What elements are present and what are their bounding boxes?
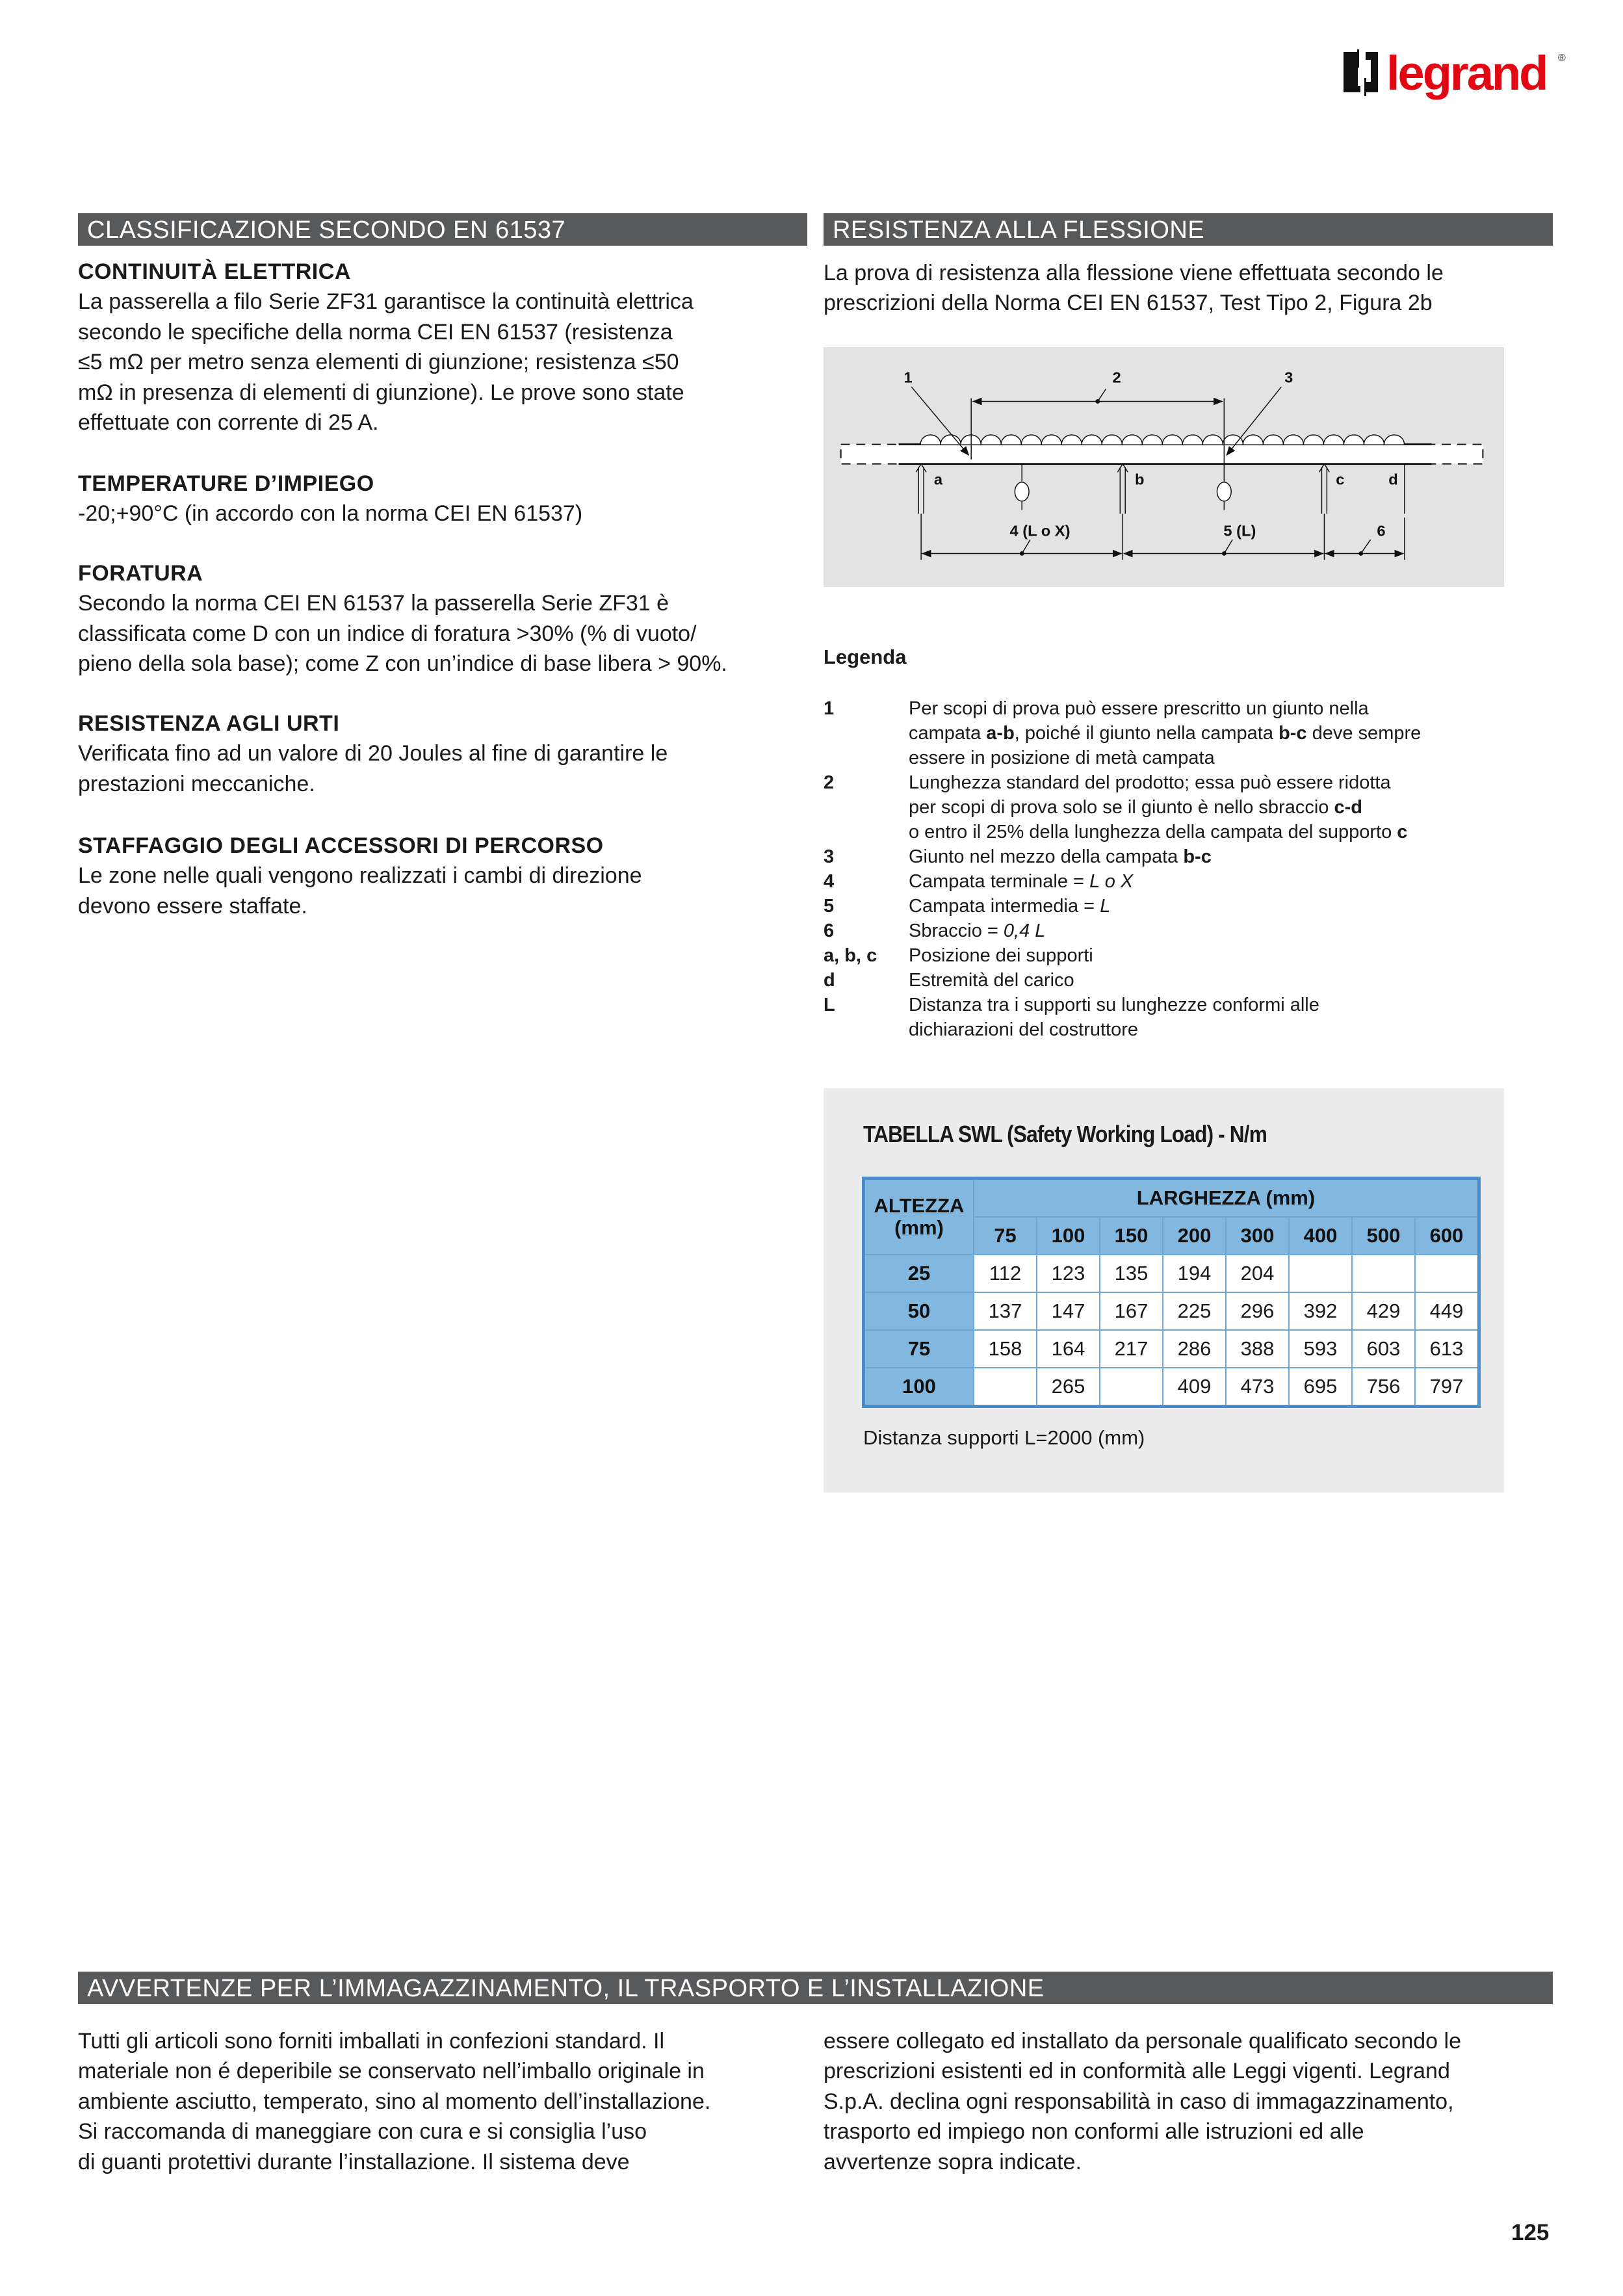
table-cell: 449 [1415, 1292, 1479, 1330]
section-title: CONTINUITÀ ELETTRICA [78, 259, 351, 284]
support-a [916, 464, 926, 514]
column-header: 100 [1037, 1217, 1100, 1255]
legend-text [909, 869, 1133, 894]
paragraph-line: di guanti protettivi durante l’installazione. Il sistema deve [78, 2149, 630, 2174]
row-header-cell: 25 [864, 1255, 974, 1292]
column-header: 300 [1226, 1217, 1289, 1255]
table-cell: 593 [1289, 1330, 1352, 1368]
legend-text [909, 894, 1110, 919]
legend-text-segment: , poiché il giunto nella campata [1014, 723, 1279, 744]
table-cell: 603 [1352, 1330, 1415, 1368]
section-text-line: prestazioni meccaniche. [78, 771, 315, 796]
row-header: ALTEZZA (mm) [864, 1179, 974, 1255]
table-row [864, 1255, 1479, 1292]
section-text-line: secondo le specifiche della norma CEI EN 61537 (resistenza [78, 319, 673, 345]
column-header: 150 [1100, 1217, 1163, 1255]
table-cell: 409 [1163, 1368, 1226, 1407]
legend-text-segment: b-c [1279, 723, 1307, 744]
section-3 [78, 709, 812, 799]
column-header: 500 [1352, 1217, 1415, 1255]
legend-row [824, 919, 1513, 943]
table-cell: 194 [1163, 1255, 1226, 1292]
paragraph-line: S.p.A. declina ogni responsabilità in caso di immagazzinamento, [824, 2089, 1454, 2114]
section-text-line: pieno della sola base); come Z con un’indice di base libera > 90%. [78, 651, 727, 677]
intro-line: La prova di resistenza alla flessione viene effettuata secondo le [824, 261, 1444, 285]
table-cell: 392 [1289, 1292, 1352, 1330]
legend-text-segment: Per scopi di prova può essere prescritto un giunto nella [909, 698, 1369, 719]
legend-row [824, 696, 1513, 721]
avvertenze-col-1 [78, 2026, 710, 2177]
column-header: 400 [1289, 1217, 1352, 1255]
support-c [1319, 464, 1330, 514]
section-header-avvertenze: AVVERTENZE PER L’IMMAGAZZINAMENTO, IL TRASPORTO E L’INSTALLAZIONE [78, 1972, 1553, 2004]
legend-text-segment: Sbraccio = [909, 920, 1004, 941]
svg-text:®: ® [1558, 53, 1566, 64]
table-cell: 164 [1037, 1330, 1100, 1368]
section-text-line: classificata come D con un indice di foratura >30% (% di vuoto/ [78, 621, 697, 646]
table-cell: 225 [1163, 1292, 1226, 1330]
section-0 [78, 257, 812, 437]
table-cell: 473 [1226, 1368, 1289, 1407]
legend-row [824, 869, 1513, 894]
column-header: 75 [974, 1217, 1037, 1255]
column-group-header: LARGHEZZA (mm) [974, 1179, 1479, 1218]
legend-key: 1 [824, 698, 835, 719]
label-span-4: 4 (L o X) [1009, 522, 1071, 540]
table-cell: 296 [1226, 1292, 1289, 1330]
table-cell: 147 [1037, 1292, 1100, 1330]
legend-text-segment: dichiarazioni del costruttore [909, 1019, 1139, 1040]
table-row [864, 1292, 1479, 1330]
legend-text-segment: Lunghezza standard del prodotto; essa può essere ridotta [909, 772, 1391, 793]
legend-text-segment: b-c [1183, 846, 1212, 867]
legend-text-segment: Posizione dei supporti [909, 945, 1093, 966]
section-text-line: Le zone nelle quali vengono realizzati i cambi di direzione [78, 863, 642, 889]
table-cell: 613 [1415, 1330, 1479, 1368]
legend-text-segment: per scopi di prova solo se il giunto è nello sbraccio [909, 797, 1334, 818]
legend-text-segment: L o X [1089, 871, 1134, 892]
table-cell [1415, 1255, 1479, 1292]
table-row [864, 1368, 1479, 1407]
legend-text-segment: deve sempre [1306, 723, 1422, 744]
label-span-6: 6 [1377, 522, 1386, 540]
legend-key: 4 [824, 871, 835, 892]
table-cell: 135 [1100, 1255, 1163, 1292]
legend-row [824, 770, 1513, 795]
legend-row [824, 721, 1513, 746]
legend-text [909, 943, 1093, 968]
section-text-line: Secondo la norma CEI EN 61537 la passerella Serie ZF31 è [78, 591, 669, 616]
section-1 [78, 469, 812, 529]
table-cell: 695 [1289, 1368, 1352, 1407]
flexion-test-diagram [824, 347, 1504, 587]
table-cell: 217 [1100, 1330, 1163, 1368]
distributed-load [920, 435, 1404, 445]
section-title: TEMPERATURE D’IMPIEGO [78, 471, 374, 496]
legend-row [824, 943, 1513, 968]
table-cell [1100, 1368, 1163, 1407]
label-a: a [933, 471, 943, 488]
table-cell: 123 [1037, 1255, 1100, 1292]
table-cell [1352, 1255, 1415, 1292]
table-cell: 388 [1226, 1330, 1289, 1368]
section-2 [78, 558, 812, 679]
table-cell: 756 [1352, 1368, 1415, 1407]
table-cell [1289, 1255, 1352, 1292]
paragraph-line: trasporto ed impiego non conformi alle istruzioni ed alle [824, 2119, 1364, 2145]
paragraph-line: materiale non é deperibile se conservato nell’imballo originale in [78, 2059, 705, 2084]
paragraph-line: avvertenze sopra indicate. [824, 2149, 1082, 2174]
legend-text-segment: Distanza tra i supporti su lunghezze conformi alle [909, 995, 1319, 1015]
table-cell: 797 [1415, 1368, 1479, 1407]
section-title: STAFFAGGIO DEGLI ACCESSORI DI PERCORSO [78, 833, 604, 858]
legend-text-segment: 0,4 L [1003, 920, 1046, 941]
legend-text [909, 721, 1421, 746]
legend-text [909, 919, 1045, 943]
table-cell: 137 [974, 1292, 1037, 1330]
legend-row [824, 820, 1513, 844]
legend-text [909, 770, 1391, 795]
swl-table-box [824, 1088, 1504, 1493]
section-text-line: -20;+90°C (in accordo con la norma CEI EN 61537) [78, 501, 583, 527]
legend-title: Legenda [824, 646, 907, 668]
paragraph-line: Tutti gli articoli sono forniti imballati in confezioni standard. Il [78, 2029, 665, 2054]
legend-text-segment: Giunto nel mezzo della campata [909, 846, 1184, 867]
section-header-classificazione: CLASSIFICAZIONE SECONDO EN 61537 [78, 213, 807, 246]
svg-text:legrand: legrand [1386, 46, 1547, 100]
swl-table [862, 1177, 1481, 1408]
label-d: d [1388, 471, 1398, 488]
legend-key: 6 [824, 920, 835, 941]
label-span-5: 5 (L) [1223, 522, 1256, 540]
paragraph-line: ambiente asciutto, temperato, sino al momento dell’installazione. [78, 2089, 711, 2114]
paragraph-line: essere collegato ed installato da personale qualificato secondo le [824, 2029, 1461, 2054]
label-b: b [1135, 471, 1145, 488]
legend-row [824, 746, 1513, 770]
table-cell: 429 [1352, 1292, 1415, 1330]
legend-row [824, 1017, 1513, 1042]
label-c: c [1336, 471, 1345, 488]
table-row [864, 1330, 1479, 1368]
legend-text-segment: c-d [1334, 797, 1362, 818]
legend-key: 3 [824, 846, 835, 867]
legend-text [909, 820, 1407, 844]
avvertenze-col-2 [824, 2026, 1461, 2177]
legend-text [909, 968, 1074, 993]
legend-text-segment: Campata terminale = [909, 871, 1090, 892]
swl-table-title: TABELLA SWL (Safety Working Load) - N/m [863, 1121, 1267, 1147]
row-header-cell: 100 [864, 1368, 974, 1407]
table-cell: 112 [974, 1255, 1037, 1292]
legend-list [824, 696, 1513, 1042]
table-cell: 265 [1037, 1368, 1100, 1407]
legend-text-segment: a-b [986, 723, 1015, 744]
section-title: FORATURA [78, 561, 203, 586]
table-cell: 286 [1163, 1330, 1226, 1368]
legend-row [824, 894, 1513, 919]
legend-text [909, 696, 1369, 721]
swl-table-note: Distanza supporti L=2000 (mm) [863, 1426, 1145, 1449]
section-4 [78, 831, 812, 921]
section-text-line: effettuate con corrente di 25 A. [78, 410, 379, 436]
row-header-cell: 50 [864, 1292, 974, 1330]
label-3: 3 [1284, 369, 1293, 386]
paragraph-line: prescrizioni esistenti ed in conformità alle Leggi vigenti. Legrand [824, 2059, 1450, 2084]
flessione-intro [824, 258, 1444, 319]
label-1: 1 [903, 369, 913, 386]
legend-row [824, 795, 1513, 820]
legend-text-segment: L [1100, 896, 1111, 917]
column-header: 600 [1415, 1217, 1479, 1255]
intro-line: prescrizioni della Norma CEI EN 61537, Test Tipo 2, Figura 2b [824, 291, 1433, 316]
row-header-cell: 75 [864, 1330, 974, 1368]
section-text-line: mΩ in presenza di elementi di giunzione). Le prove sono state [78, 380, 684, 405]
table-cell [974, 1368, 1037, 1407]
legend-row [824, 844, 1513, 869]
legend-text-segment: o entro il 25% della lunghezza della campata del supporto [909, 822, 1397, 842]
section-text-line: ≤5 mΩ per metro senza elementi di giunzione; resistenza ≤50 [78, 350, 679, 375]
legend-text-segment: essere in posizione di metà campata [909, 748, 1215, 768]
legend-text-segment: c [1397, 822, 1408, 842]
legrand-symbol-icon [1344, 49, 1378, 96]
section-text-line: Verificata fino ad un valore di 20 Joules al fine di garantire le [78, 741, 668, 766]
legend-text [909, 993, 1319, 1017]
table-cell: 158 [974, 1330, 1037, 1368]
tray-body [841, 445, 1483, 464]
legend-text-segment: Campata intermedia = [909, 896, 1100, 917]
legend-text [909, 795, 1362, 820]
legend-text-segment: Estremità del carico [909, 970, 1074, 991]
column-header: 200 [1163, 1217, 1226, 1255]
legend-text [909, 1017, 1138, 1042]
section-text-line: La passerella a filo Serie ZF31 garantisce la continuità elettrica [78, 289, 694, 315]
support-b [1117, 464, 1128, 514]
table-cell: 167 [1100, 1292, 1163, 1330]
section-text-line: devono essere staffate. [78, 893, 307, 919]
legend-text-segment: campata [909, 723, 987, 744]
legend-key: d [824, 970, 835, 991]
legend-text [909, 746, 1215, 770]
legrand-logo [1342, 46, 1570, 104]
legend-key: 5 [824, 896, 835, 917]
legend-text [909, 844, 1212, 869]
page-number: 125 [1511, 2220, 1550, 2245]
legend-key: 2 [824, 772, 835, 793]
legend-key: L [824, 995, 835, 1015]
label-2: 2 [1112, 369, 1121, 386]
paragraph-line: Si raccomanda di maneggiare con cura e si consiglia l’uso [78, 2119, 647, 2145]
table-cell: 204 [1226, 1255, 1289, 1292]
section-title: RESISTENZA AGLI URTI [78, 711, 340, 736]
legend-key: a, b, c [824, 945, 877, 966]
legend-row [824, 968, 1513, 993]
section-header-resistenza-flessione: RESISTENZA ALLA FLESSIONE [824, 213, 1553, 246]
legend-row [824, 993, 1513, 1017]
